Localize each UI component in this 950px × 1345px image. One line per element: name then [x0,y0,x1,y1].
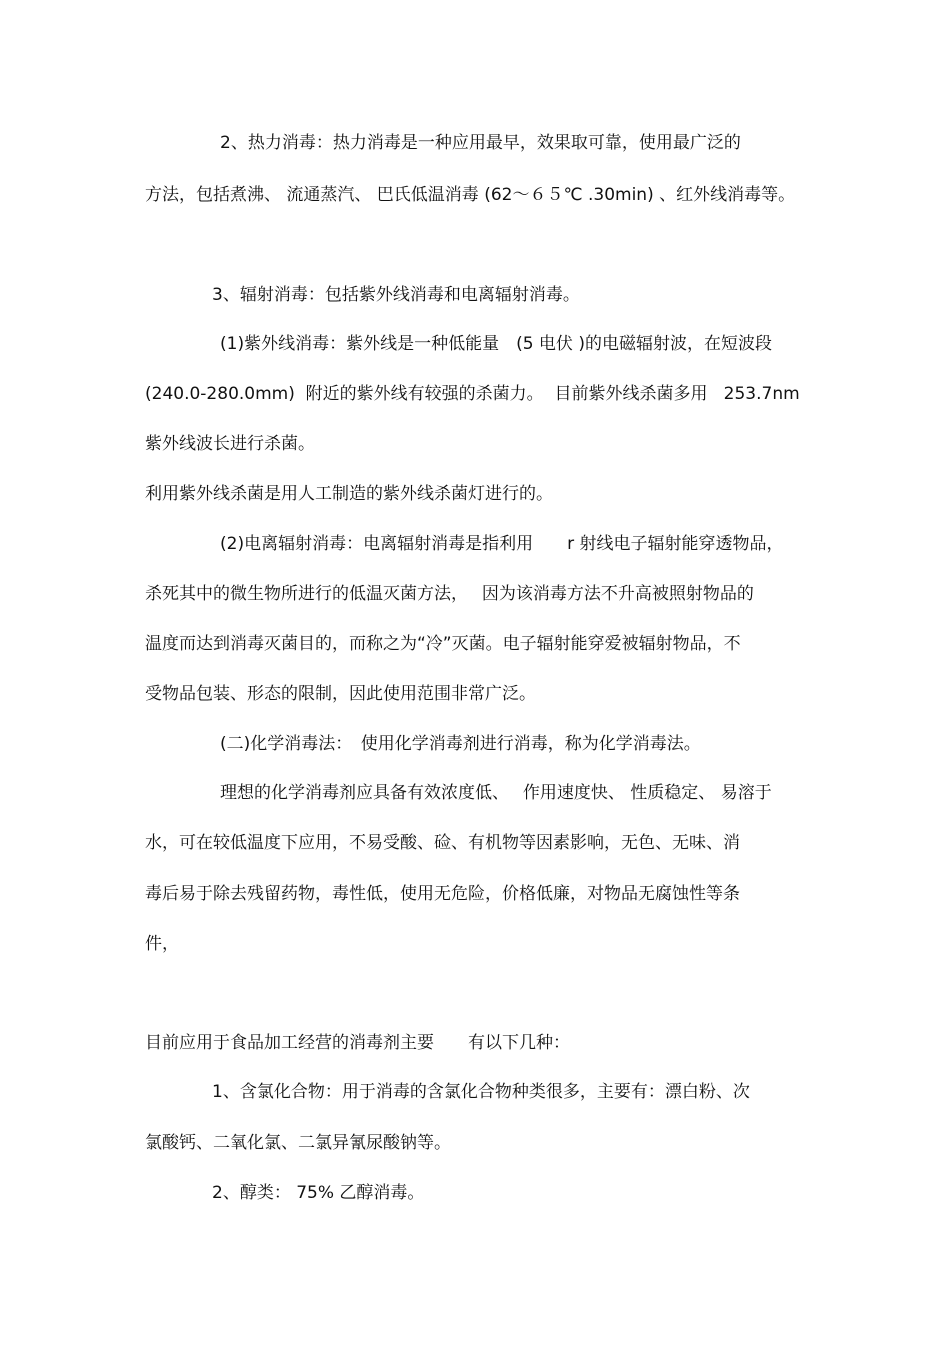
text-line: (240.0-280.0mm) 附近的紫外线有较强的杀菌力。 目前紫外线杀菌多用 253.7nm [145,384,800,404]
text-line: (1)紫外线消毒：紫外线是一种低能量 (5 电伏 )的电磁辐射波，在短波段 [220,334,772,354]
text-line: 毒后易于除去残留药物，毒性低，使用无危险，价格低廉，对物品无腐蚀性等条 [145,884,740,904]
text-line: 2、醇类： 75% 乙醇消毒。 [212,1183,425,1203]
text-line: 目前应用于食品加工经营的消毒剂主要 有以下几种： [145,1033,570,1053]
text-line: 1、含氯化合物：用于消毒的含氯化合物种类很多，主要有：漂白粉、次 [212,1082,750,1102]
text-line: 受物品包装、形态的限制，因此使用范围非常广泛。 [145,684,536,704]
text-line: 2、热力消毒：热力消毒是一种应用最早，效果取可靠，使用最广泛的 [220,133,741,153]
text-line: 氯酸钙、二氧化氯、二氯异氰尿酸钠等。 [145,1133,451,1153]
text-line: 件， [145,934,179,954]
text-line: 利用紫外线杀菌是用人工制造的紫外线杀菌灯进行的。 [145,484,553,504]
text-line: 水，可在较低温度下应用，不易受酸、硷、有机物等因素影响，无色、无味、消 [145,833,740,853]
text-line: 3、辐射消毒：包括紫外线消毒和电离辐射消毒。 [212,285,580,305]
text-line: 紫外线波长进行杀菌。 [145,434,315,454]
text-line: 理想的化学消毒剂应具备有效浓度低、 作用速度快、 性质稳定、 易溶于 [220,783,772,803]
text-line: 温度而达到消毒灭菌目的，而称之为“冷”灭菌。电子辐射能穿爱被辐射物品，不 [145,634,741,654]
text-line: (二)化学消毒法： 使用化学消毒剂进行消毒，称为化学消毒法。 [220,734,701,754]
text-line: 杀死其中的微生物所进行的低温灭菌方法， 因为该消毒方法不升高被照射物品的 [145,584,754,604]
text-line: 方法，包括煮沸、 流通蒸汽、 巴氏低温消毒 (62～６５℃ .30min) 、红外线消毒等。 [145,185,796,205]
text-line: (2)电离辐射消毒：电离辐射消毒是指利用 r 射线电子辐射能穿透物品， [220,534,784,554]
